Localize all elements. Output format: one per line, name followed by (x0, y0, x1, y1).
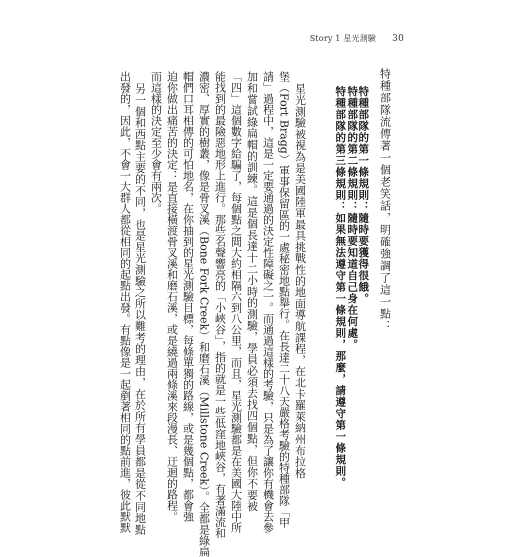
text-column: 特種部隊的第二條規則：隨時要知道自己身在何處。 (346, 86, 359, 351)
text-column: 濃密、厚實的樹叢，像是骨叉溪（Bone Fork Creek）和磨石溪（Millstone Creek）。全都是綠扁 (197, 71, 211, 557)
text-column: 星光測驗被視為是美國陸軍最具挑戰性的地面導航課程，在北卡羅萊納州布拉格 (293, 83, 307, 479)
text-column: 「四」這個數字給騙了，每個點之間大約相隔六到八公里，而且，星光測驗都是在美國大陸中所 (229, 71, 243, 533)
text-column: 堡（Fort Bragg）軍事保留區的一處秘密地點舉行。在長達二十八天嚴格考驗的特種部隊「甲 (277, 71, 291, 528)
running-header (310, 33, 404, 44)
text-column: 特種部隊流傳著一個老笑話，明確強調了這一點： (378, 68, 392, 332)
text-column: 加和嘗試綠扁帽的訓練。這是個長達十二小時的測驗，學員必須去找四個點，但你不要被 (245, 71, 259, 512)
text-column: 而這樣的決定至少會有兩次。 (149, 71, 163, 214)
text-column: 能找到的最險惡地形上進行。那些名聲響亮的「小峽谷」，指的就是一些低窪地峽谷，有著滿流和 (213, 71, 227, 539)
text-column: 另一個和西點主要的不同，也是星光測驗之所以難考的理由，在於所有學員都是從不同地點 (133, 83, 147, 536)
text-column: 出發的，因此，不會一大群人都從相同的起點出發。有點像是一起剷著相同的點前進，彼此默默 (118, 71, 132, 533)
text-column: 請」過程中，這是一定要通過的決定性障礙之一。而通過這樣的考驗，只是為了讓你有機會去參 (261, 71, 275, 533)
text-column: 迫你做出痛苦的決定：是直接橫渡骨叉溪和磨石溪，或是繞過兩條溪來段漫長、迂迴的路程。 (165, 71, 179, 522)
text-column: 特種部隊的第一條規則：隨時要獲得很餓。 (357, 86, 370, 305)
running-title: Story 1 星光測驗 (309, 34, 377, 43)
text-column: 特種部隊的第三條規則：如果無法遵守第一條規則，那麼，請遵守第一條規則。 (334, 86, 347, 489)
page-number: 30 (392, 34, 404, 44)
text-column: 帽們口耳相傳的可怕地名，在你抽到的星光測驗目標，每條單獨的路線，或是幾個點，都會強 (181, 71, 195, 522)
